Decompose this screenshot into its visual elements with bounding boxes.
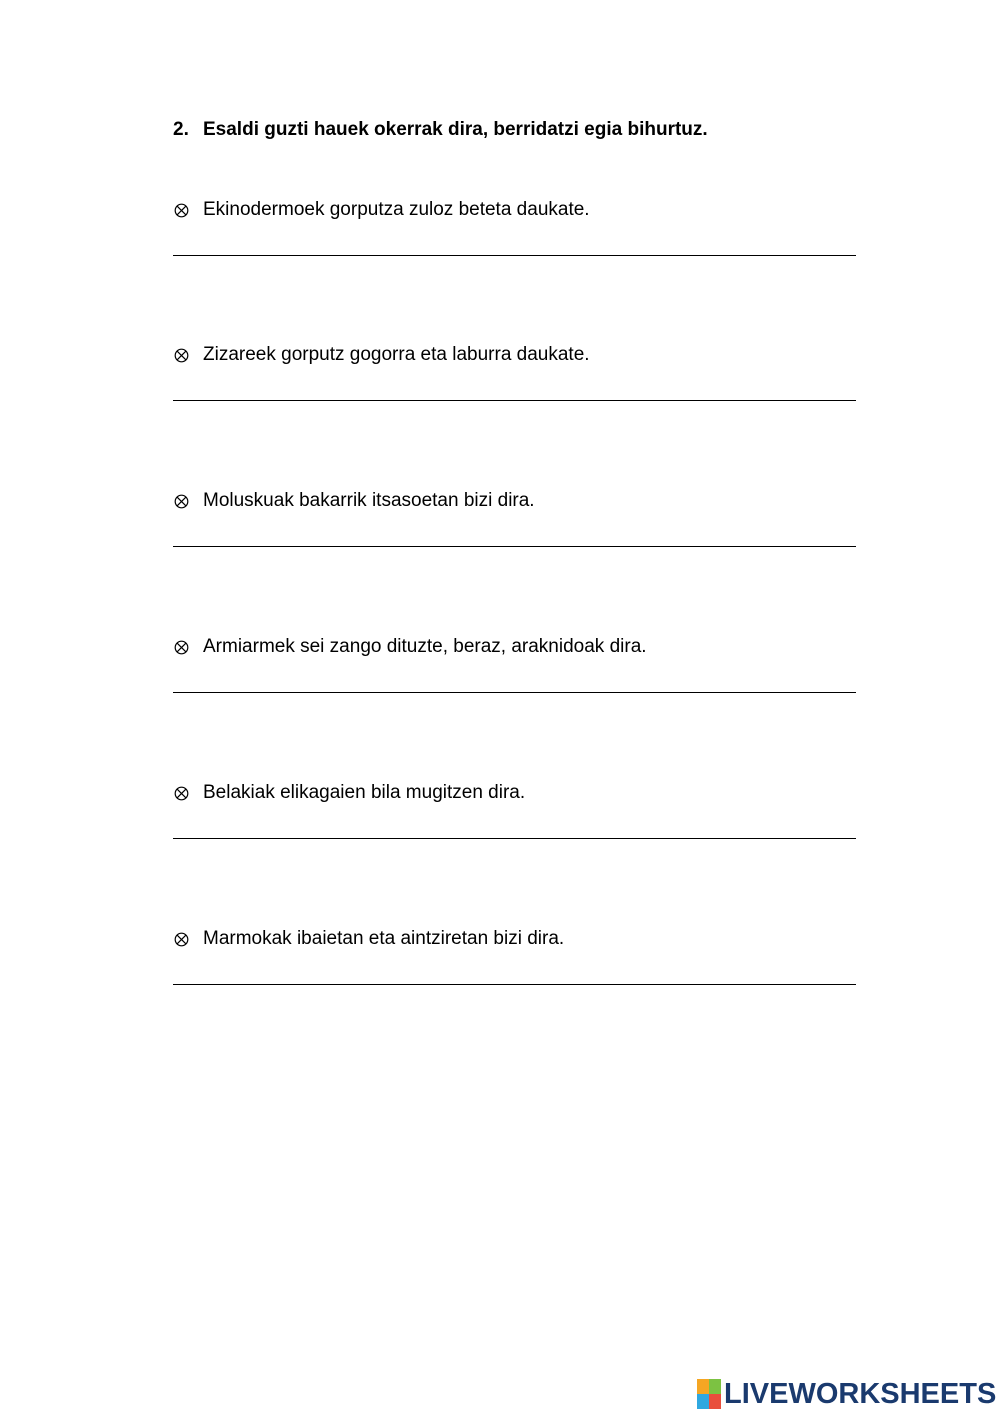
exercise-number: 2.	[173, 119, 189, 140]
circled-times-icon	[173, 928, 189, 950]
list-item	[173, 782, 857, 862]
circled-times-icon	[173, 636, 189, 658]
answer-line[interactable]	[173, 984, 856, 985]
false-statement: Marmokak ibaietan eta aintziretan bizi dira.	[203, 928, 565, 949]
exercise-heading	[173, 119, 708, 141]
false-statement: Moluskuak bakarrik itsasoetan bizi dira.	[203, 490, 535, 511]
false-statement: Zizareek gorputz gogorra eta laburra daukate.	[203, 344, 590, 365]
answer-line[interactable]	[173, 546, 856, 547]
false-statement: Belakiak elikagaien bila mugitzen dira.	[203, 782, 526, 803]
list-item	[173, 928, 857, 1008]
circled-times-icon	[173, 199, 189, 221]
circled-times-icon	[173, 490, 189, 512]
answer-line[interactable]	[173, 838, 856, 839]
logo-mark-square	[709, 1394, 721, 1409]
exercise-instruction: Esaldi guzti hauek okerrak dira, berridatzi egia bihurtuz.	[203, 119, 708, 140]
list-item	[173, 199, 857, 279]
logo-mark-icon	[697, 1379, 721, 1409]
logo-mark-square	[697, 1394, 709, 1409]
logo-text: LIVEWORKSHEETS	[724, 1377, 997, 1410]
answer-line[interactable]	[173, 255, 856, 256]
list-item	[173, 636, 857, 716]
circled-times-icon	[173, 782, 189, 804]
circled-times-icon	[173, 344, 189, 366]
false-statement: Ekinodermoek gorputza zuloz beteta daukate.	[203, 199, 590, 220]
false-statement: Armiarmek sei zango dituzte, beraz, araknidoak dira.	[203, 636, 647, 657]
list-item	[173, 344, 857, 424]
answer-line[interactable]	[173, 692, 856, 693]
logo-mark-square	[697, 1379, 709, 1394]
list-item	[173, 490, 857, 570]
logo-mark-square	[709, 1379, 721, 1394]
liveworksheets-logo	[697, 1376, 996, 1412]
answer-line[interactable]	[173, 400, 856, 401]
